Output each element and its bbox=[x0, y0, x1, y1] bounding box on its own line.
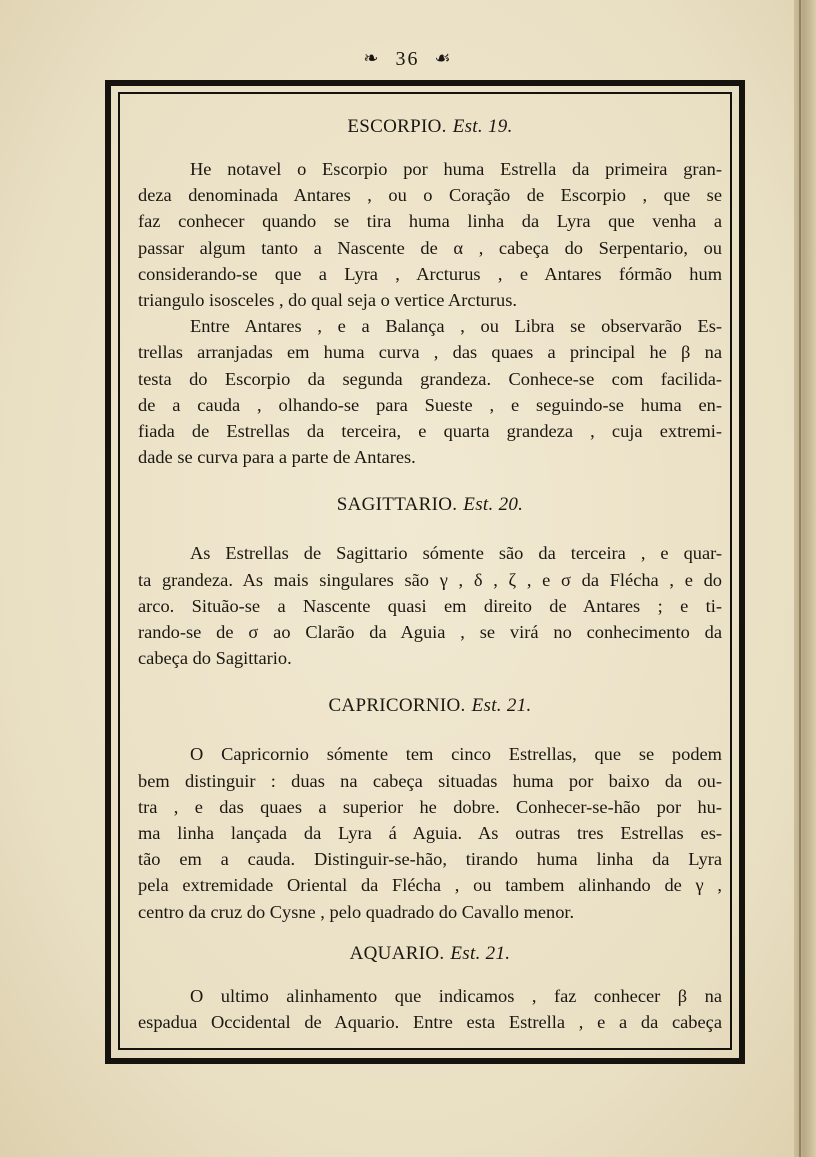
text-line: de a cauda , olhando-se para Sueste , e seguindo-se huma en- bbox=[138, 394, 722, 415]
section-heading-sagittario bbox=[138, 488, 722, 522]
section-title: CAPRICORNIO. bbox=[328, 695, 466, 717]
section-title: SAGITTARIO. bbox=[336, 494, 458, 516]
text-line: dade se curva para a parte de Antares. bbox=[138, 447, 416, 468]
text-line: testa do Escorpio da segunda grandeza. Conhece-se com facilida- bbox=[138, 368, 722, 389]
section-heading-capricornio bbox=[138, 689, 722, 723]
section-title: AQUARIO. bbox=[349, 942, 445, 964]
text-line: ma linha lançada da Lyra á Aguia. As outras tres Estrellas es- bbox=[138, 823, 722, 844]
page-header bbox=[0, 48, 816, 71]
text-line: centro da cruz do Cysne , pelo quadrado do Cavallo menor. bbox=[138, 901, 575, 922]
plate-reference: Est. 21. bbox=[450, 942, 511, 964]
text-line: deza denominada Antares , ou o Coração de Escorpio , que se bbox=[138, 185, 722, 206]
text-line: pela extremidade Oriental da Flécha , ou tambem alinhando de γ , bbox=[138, 875, 722, 896]
page-content bbox=[138, 110, 722, 1035]
text-line: Entre Antares , e a Balança , ou Libra se observarão Es- bbox=[190, 316, 722, 337]
text-line: ta grandeza. As mais singulares são γ , δ , ζ , e σ da Flécha , e do bbox=[138, 569, 722, 590]
text-line: fiada de Estrellas da terceira, e quarta grandeza , cuja extremi- bbox=[138, 421, 722, 442]
paragraph bbox=[138, 741, 722, 924]
section-title: ESCORPIO. bbox=[347, 116, 447, 137]
plate-reference: Est. 19. bbox=[452, 116, 513, 137]
text-line: cabeça do Sagittario. bbox=[138, 648, 292, 669]
text-line: rando-se de σ ao Clarão da Aguia , se virá no conhecimento da bbox=[138, 622, 722, 643]
plate-reference: Est. 20. bbox=[463, 494, 524, 516]
ornament-right-icon: ☙ bbox=[434, 48, 453, 68]
ornament-left-icon: ❧ bbox=[363, 48, 381, 68]
paragraph bbox=[138, 313, 722, 470]
text-line: passar algum tanto a Nascente de α , cabeça do Serpentario, ou bbox=[138, 237, 722, 258]
text-line: espadua Occidental de Aquario. Entre esta Estrella , e a da cabeça bbox=[138, 1012, 722, 1033]
text-line: arco. Situão-se a Nascente quasi em direito de Antares ; e ti- bbox=[138, 595, 722, 616]
page-number: 36 bbox=[395, 48, 420, 70]
text-line: considerando-se que a Lyra , Arcturus , e Antares fórmão hum bbox=[138, 263, 722, 284]
plate-reference: Est. 21. bbox=[471, 695, 532, 717]
text-line: triangulo isosceles , do qual seja o vertice Arcturus. bbox=[138, 290, 517, 311]
text-line: bem distinguir : duas na cabeça situadas huma por baixo da ou- bbox=[138, 770, 722, 791]
paragraph bbox=[138, 540, 722, 671]
paragraph bbox=[138, 983, 722, 1035]
text-line: He notavel o Escorpio por huma Estrella da primeira gran- bbox=[190, 159, 722, 179]
section-heading-aquario bbox=[138, 937, 722, 971]
text-line: tra , e das quaes a superior he dobre. Conhecer-se-hão por hu- bbox=[138, 796, 722, 817]
paragraph bbox=[138, 156, 722, 313]
book-spine bbox=[794, 0, 816, 1157]
spine-edge bbox=[799, 0, 801, 1157]
text-line: O Capricornio sómente tem cinco Estrellas, que se podem bbox=[190, 744, 722, 765]
text-line: trellas arranjadas em huma curva , das quaes a principal he β na bbox=[138, 342, 722, 363]
text-line: faz conhecer quando se tira huma linha da Lyra que venha a bbox=[138, 211, 722, 232]
text-line: As Estrellas de Sagittario sómente são da terceira , e quar- bbox=[190, 543, 722, 564]
text-line: tão em a cauda. Distinguir-se-hão, tirando huma linha da Lyra bbox=[138, 849, 722, 870]
section-heading-escorpio bbox=[138, 110, 722, 144]
text-line: O ultimo alinhamento que indicamos , faz conhecer β na bbox=[190, 985, 722, 1006]
